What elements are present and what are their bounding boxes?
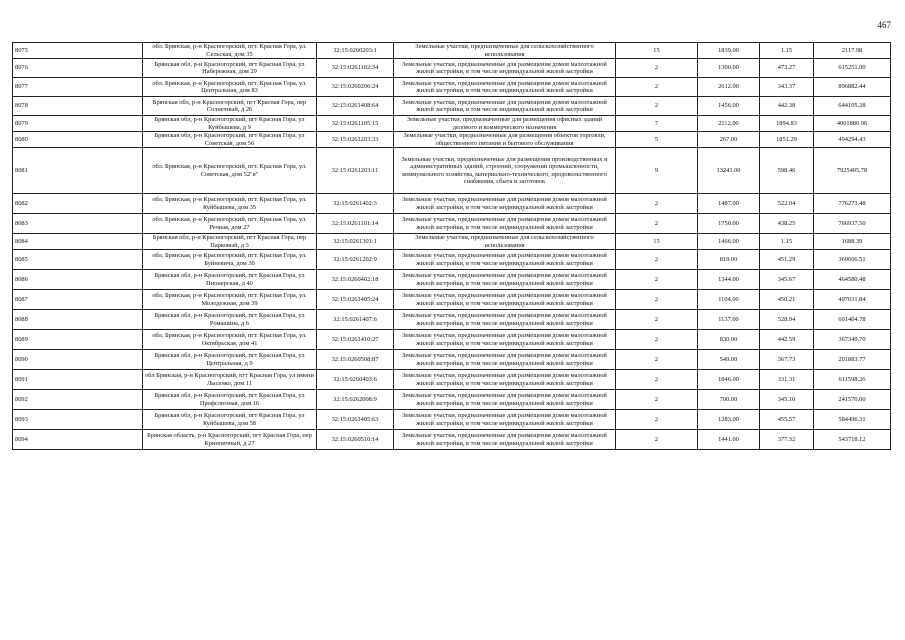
- cadastral-number-cell: 32:15:0261410:27: [317, 330, 394, 350]
- cadastral-value-cell: 241570.00: [814, 390, 891, 410]
- area-cell: 1300.00: [698, 59, 760, 78]
- row-number-cell: 8075: [13, 43, 143, 59]
- cadastral-number-cell: 32:15:0261203:33: [317, 132, 394, 148]
- cadastral-number-cell: 32:15:0260206:24: [317, 78, 394, 97]
- row-number-cell: 8086: [13, 270, 143, 290]
- land-use-cell: Земельные участки, предназначенные для размещения домов малоэтажной жилой застройки, в том числе индивидуальной жилой застройки: [394, 97, 616, 116]
- table-row: [13, 270, 891, 290]
- land-use-cell: Земельные участки, предназначенные для размещения объектов торговли, общественного питания и бытового обслуживания: [394, 132, 616, 148]
- area-cell: 1104.00: [698, 290, 760, 310]
- specific-value-cell: 438.25: [760, 214, 814, 234]
- cadastral-value-cell: 201883.77: [814, 350, 891, 370]
- table-row: [13, 330, 891, 350]
- group-cell: 2: [616, 97, 698, 116]
- group-cell: 7: [616, 116, 698, 132]
- specific-value-cell: 1.15: [760, 234, 814, 250]
- row-number-cell: 8087: [13, 290, 143, 310]
- table-row: [13, 148, 891, 194]
- specific-value-cell: 450.21: [760, 290, 814, 310]
- group-cell: 2: [616, 350, 698, 370]
- cadastral-value-cell: 615251.00: [814, 59, 891, 78]
- land-use-cell: Земельные участки, предназначенные для размещения домов малоэтажной жилой застройки, в том числе индивидуальной жилой застройки: [394, 390, 616, 410]
- area-cell: 267.00: [698, 132, 760, 148]
- cadastral-number-cell: 32:15:0260508:87: [317, 350, 394, 370]
- land-use-cell: Земельные участки, предназначенные для размещения домов малоэтажной жилой застройки, в том числе индивидуальной жилой застройки: [394, 350, 616, 370]
- cadastral-number-cell: 32:15:0262008:9: [317, 390, 394, 410]
- table-row: [13, 350, 891, 370]
- address-cell: Брянская обл, р-н Красногорский, пгт Красная Гора, ул Куйбышева, д 9: [143, 116, 317, 132]
- address-cell: Брянская обл, р-н Красногорский, пгт Красная Гора, ул Пионерская, д 40: [143, 270, 317, 290]
- cadastral-number-cell: 32:15:0261407:6: [317, 310, 394, 330]
- area-cell: 13243.00: [698, 148, 760, 194]
- address-cell: обл. Брянская, р-н Красногорский, пгт. Красная Гора, ул. Октябрьская, дом 41: [143, 330, 317, 350]
- address-cell: обл. Брянская, р-н Красногорский, пгт. Красная Гора, ул. Молодежная, дом 39: [143, 290, 317, 310]
- cadastral-number-cell: 32:15:0260510:14: [317, 430, 394, 450]
- land-use-cell: Земельные участки, предназначенные для сельскохозяйственного использования: [394, 234, 616, 250]
- row-number-cell: 8085: [13, 250, 143, 270]
- specific-value-cell: 442.59: [760, 330, 814, 350]
- cadastral-number-cell: 32:15:0261408:64: [317, 97, 394, 116]
- address-cell: Брянская обл, р-н Красногорский, пгт Красная Гора, пер Солнечный, д 26: [143, 97, 317, 116]
- cadastral-number-cell: 32:15:0261202:9: [317, 250, 394, 270]
- specific-value-cell: 1851.29: [760, 132, 814, 148]
- table-row: [13, 194, 891, 214]
- group-cell: 2: [616, 410, 698, 430]
- row-number-cell: 8093: [13, 410, 143, 430]
- group-cell: 2: [616, 330, 698, 350]
- land-use-cell: Земельные участки, предназначенные для размещения домов малоэтажной жилой застройки, в том числе индивидуальной жилой застройки: [394, 370, 616, 390]
- cadastral-number-cell: 32:15:0261101:14: [317, 214, 394, 234]
- group-cell: 2: [616, 78, 698, 97]
- table-row: [13, 214, 891, 234]
- area-cell: 1456.00: [698, 97, 760, 116]
- group-cell: 2: [616, 370, 698, 390]
- address-cell: Брянская обл, р-н Красногорский, пгт Красная Гора, ул Профсоюзная, дом 16: [143, 390, 317, 410]
- specific-value-cell: 1894.83: [760, 116, 814, 132]
- group-cell: 2: [616, 390, 698, 410]
- area-cell: 700.00: [698, 390, 760, 410]
- table-row: [13, 43, 891, 59]
- cadastral-value-cell: 601404.78: [814, 310, 891, 330]
- land-use-cell: Земельные участки, предназначенные для размещения домов малоэтажной жилой застройки, в том числе индивидуальной жилой застройки: [394, 214, 616, 234]
- row-number-cell: 8082: [13, 194, 143, 214]
- cadastral-value-cell: 4001880.96: [814, 116, 891, 132]
- cadastral-value-cell: 1688.39: [814, 234, 891, 250]
- cadastral-value-table: [12, 42, 891, 450]
- cadastral-value-cell: 7925405.78: [814, 148, 891, 194]
- land-use-cell: Земельные участки, предназначенные для сельскохозяйственного использования: [394, 43, 616, 59]
- table-row: [13, 250, 891, 270]
- cadastral-number-cell: 32:15:0260403:6: [317, 370, 394, 390]
- land-use-cell: Земельные участки, предназначенные для размещения офисных зданий делового и коммерческого назначения: [394, 116, 616, 132]
- area-cell: 1283.00: [698, 410, 760, 430]
- address-cell: Брянская обл, р-н Красногорский, пгт Красная Гора, ул Ромашина, д 6: [143, 310, 317, 330]
- area-cell: 1839.00: [698, 43, 760, 59]
- land-use-cell: Земельные участки, предназначенные для размещения домов малоэтажной жилой застройки, в том числе индивидуальной жилой застройки: [394, 290, 616, 310]
- cadastral-value-cell: 367349.70: [814, 330, 891, 350]
- area-cell: 2612.00: [698, 78, 760, 97]
- area-cell: 549.00: [698, 350, 760, 370]
- cadastral-number-cell: 32:15:0261105:15: [317, 116, 394, 132]
- cadastral-value-cell: 766937.50: [814, 214, 891, 234]
- land-use-cell: Земельные участки, предназначенные для размещения домов малоэтажной жилой застройки, в том числе индивидуальной жилой застройки: [394, 59, 616, 78]
- row-number-cell: 8083: [13, 214, 143, 234]
- specific-value-cell: 451.29: [760, 250, 814, 270]
- group-cell: 2: [616, 59, 698, 78]
- group-cell: 2: [616, 194, 698, 214]
- cadastral-number-cell: 32:15:0261405:63: [317, 410, 394, 430]
- area-cell: 1750.00: [698, 214, 760, 234]
- cadastral-value-cell: 497031.84: [814, 290, 891, 310]
- address-cell: Брянская обл, р-н Красногорский, пгт Красная Гора, пер Парковый, д 3: [143, 234, 317, 250]
- group-cell: 15: [616, 234, 698, 250]
- group-cell: 5: [616, 132, 698, 148]
- area-cell: 1487.00: [698, 194, 760, 214]
- row-number-cell: 8080: [13, 132, 143, 148]
- cadastral-number-cell: 32:15:0260203:1: [317, 43, 394, 59]
- specific-value-cell: 377.32: [760, 430, 814, 450]
- table-row: [13, 78, 891, 97]
- group-cell: 2: [616, 430, 698, 450]
- table-row: [13, 132, 891, 148]
- row-number-cell: 8078: [13, 97, 143, 116]
- address-cell: Брянская обл, р-н Красногорский, пгт Красная Гора, ул Куйбышева, дом 58: [143, 410, 317, 430]
- group-cell: 2: [616, 270, 698, 290]
- cadastral-number-cell: 32:15:0261301:1: [317, 234, 394, 250]
- cadastral-value-cell: 611598.26: [814, 370, 891, 390]
- group-cell: 2: [616, 214, 698, 234]
- row-number-cell: 8079: [13, 116, 143, 132]
- specific-value-cell: 345.67: [760, 270, 814, 290]
- specific-value-cell: 473.27: [760, 59, 814, 78]
- address-cell: обл Брянская, р-н Красногорский, пгт Красная Гора, ул имени Лысенко, дом 11: [143, 370, 317, 390]
- area-cell: 819.00: [698, 250, 760, 270]
- specific-value-cell: 331.31: [760, 370, 814, 390]
- land-use-cell: Земельные участки, предназначенные для размещения домов малоэтажной жилой застройки, в том числе индивидуальной жилой застройки: [394, 78, 616, 97]
- land-use-cell: Земельные участки, предназначенные для размещения домов малоэтажной жилой застройки, в том числе индивидуальной жилой застройки: [394, 310, 616, 330]
- cadastral-value-cell: 896882.44: [814, 78, 891, 97]
- group-cell: 15: [616, 43, 698, 59]
- row-number-cell: 8094: [13, 430, 143, 450]
- address-cell: обл. Брянская, р-н Красногорский, пгт. Красная Гора, ул. Центральная, дом 83: [143, 78, 317, 97]
- row-number-cell: 8088: [13, 310, 143, 330]
- area-cell: 1466.00: [698, 234, 760, 250]
- table-row: [13, 97, 891, 116]
- cadastral-value-cell: 2117.98: [814, 43, 891, 59]
- specific-value-cell: 343.37: [760, 78, 814, 97]
- land-use-cell: Земельные участки, предназначенные для размещения домов малоэтажной жилой застройки, в том числе индивидуальной жилой застройки: [394, 430, 616, 450]
- cadastral-number-cell: 32:15:0260402:18: [317, 270, 394, 290]
- table-row: [13, 430, 891, 450]
- table-row: [13, 370, 891, 390]
- row-number-cell: 8092: [13, 390, 143, 410]
- land-use-cell: Земельные участки, предназначенные для размещения производственных и административных зданий, строений, сооружений промышленности, коммунального хозяйства, материально-технического, продовольственного снабжения, сбыта и заготовок: [394, 148, 616, 194]
- table-row: [13, 410, 891, 430]
- page-number: 467: [877, 20, 891, 30]
- row-number-cell: 8091: [13, 370, 143, 390]
- table-row: [13, 290, 891, 310]
- cadastral-number-cell: 32:15:0261402:3: [317, 194, 394, 214]
- row-number-cell: 8077: [13, 78, 143, 97]
- table-row: [13, 234, 891, 250]
- address-cell: обл. Брянская, р-н Красногорский, пгт. Красная Гора, ул. Куйбышева, дом 35: [143, 194, 317, 214]
- area-cell: 2112.00: [698, 116, 760, 132]
- cadastral-number-cell: 32:15:0261405:24: [317, 290, 394, 310]
- specific-value-cell: 345.10: [760, 390, 814, 410]
- table-row: [13, 390, 891, 410]
- address-cell: обл. Брянская, р-н Красногорский, пгт. Красная Гора, ул. Речная, дом 27: [143, 214, 317, 234]
- land-use-cell: Земельные участки, предназначенные для размещения домов малоэтажной жилой застройки, в том числе индивидуальной жилой застройки: [394, 270, 616, 290]
- specific-value-cell: 528.94: [760, 310, 814, 330]
- table-body: [13, 43, 891, 450]
- address-cell: Брянская обл, р-н Красногорский, пгт Красная Гора, ул Центральная, д 9: [143, 350, 317, 370]
- land-use-cell: Земельные участки, предназначенные для размещения домов малоэтажной жилой застройки, в том числе индивидуальной жилой застройки: [394, 250, 616, 270]
- table-row: [13, 59, 891, 78]
- row-number-cell: 8089: [13, 330, 143, 350]
- specific-value-cell: 367.73: [760, 350, 814, 370]
- address-cell: обл. Брянская, р-н Красногорский, пгт. Красная Гора, ул. Буйневича, дом 30: [143, 250, 317, 270]
- cadastral-value-cell: 543718.12: [814, 430, 891, 450]
- address-cell: Брянская область, р-н Красногорский, пгт Красная Гора, пер Кринпичный, д 27: [143, 430, 317, 450]
- area-cell: 1846.00: [698, 370, 760, 390]
- area-cell: 1137.00: [698, 310, 760, 330]
- cadastral-value-cell: 584496.31: [814, 410, 891, 430]
- group-cell: 2: [616, 250, 698, 270]
- land-use-cell: Земельные участки, предназначенные для размещения домов малоэтажной жилой застройки, в том числе индивидуальной жилой застройки: [394, 330, 616, 350]
- group-cell: 2: [616, 290, 698, 310]
- table-row: [13, 310, 891, 330]
- specific-value-cell: 455.57: [760, 410, 814, 430]
- area-cell: 1441.00: [698, 430, 760, 450]
- row-number-cell: 8090: [13, 350, 143, 370]
- group-cell: 2: [616, 310, 698, 330]
- specific-value-cell: 598.46: [760, 148, 814, 194]
- address-cell: обл. Брянская, р-н Красногорский, пгт. Красная Гора, ул. Советская, дом 52"в": [143, 148, 317, 194]
- row-number-cell: 8076: [13, 59, 143, 78]
- cadastral-value-cell: 464580.48: [814, 270, 891, 290]
- specific-value-cell: 1.15: [760, 43, 814, 59]
- cadastral-value-cell: 776273.48: [814, 194, 891, 214]
- cadastral-value-cell: 644105.28: [814, 97, 891, 116]
- land-use-cell: Земельные участки, предназначенные для размещения домов малоэтажной жилой застройки, в том числе индивидуальной жилой застройки: [394, 194, 616, 214]
- group-cell: 9: [616, 148, 698, 194]
- land-use-cell: Земельные участки, предназначенные для размещения домов малоэтажной жилой застройки, в том числе индивидуальной жилой застройки: [394, 410, 616, 430]
- row-number-cell: 8081: [13, 148, 143, 194]
- specific-value-cell: 442.38: [760, 97, 814, 116]
- cadastral-number-cell: 32:15:0261102:34: [317, 59, 394, 78]
- specific-value-cell: 522.04: [760, 194, 814, 214]
- cadastral-value-cell: 369606.51: [814, 250, 891, 270]
- area-cell: 1344.00: [698, 270, 760, 290]
- cadastral-number-cell: 32:15:0261203:11: [317, 148, 394, 194]
- area-cell: 830.00: [698, 330, 760, 350]
- cadastral-value-cell: 494294.43: [814, 132, 891, 148]
- address-cell: Брянская обл, р-н Красногорский, пгт Красная Гора, ул Набережная, дом 29: [143, 59, 317, 78]
- address-cell: обл. Брянская, р-н Красногорский, пгт. Красная Гора, ул. Сельская, дом 35: [143, 43, 317, 59]
- address-cell: Брянская обл, р-н Красногорский, пгт Красная Гора, ул Советская, дом 56: [143, 132, 317, 148]
- row-number-cell: 8084: [13, 234, 143, 250]
- table-row: [13, 116, 891, 132]
